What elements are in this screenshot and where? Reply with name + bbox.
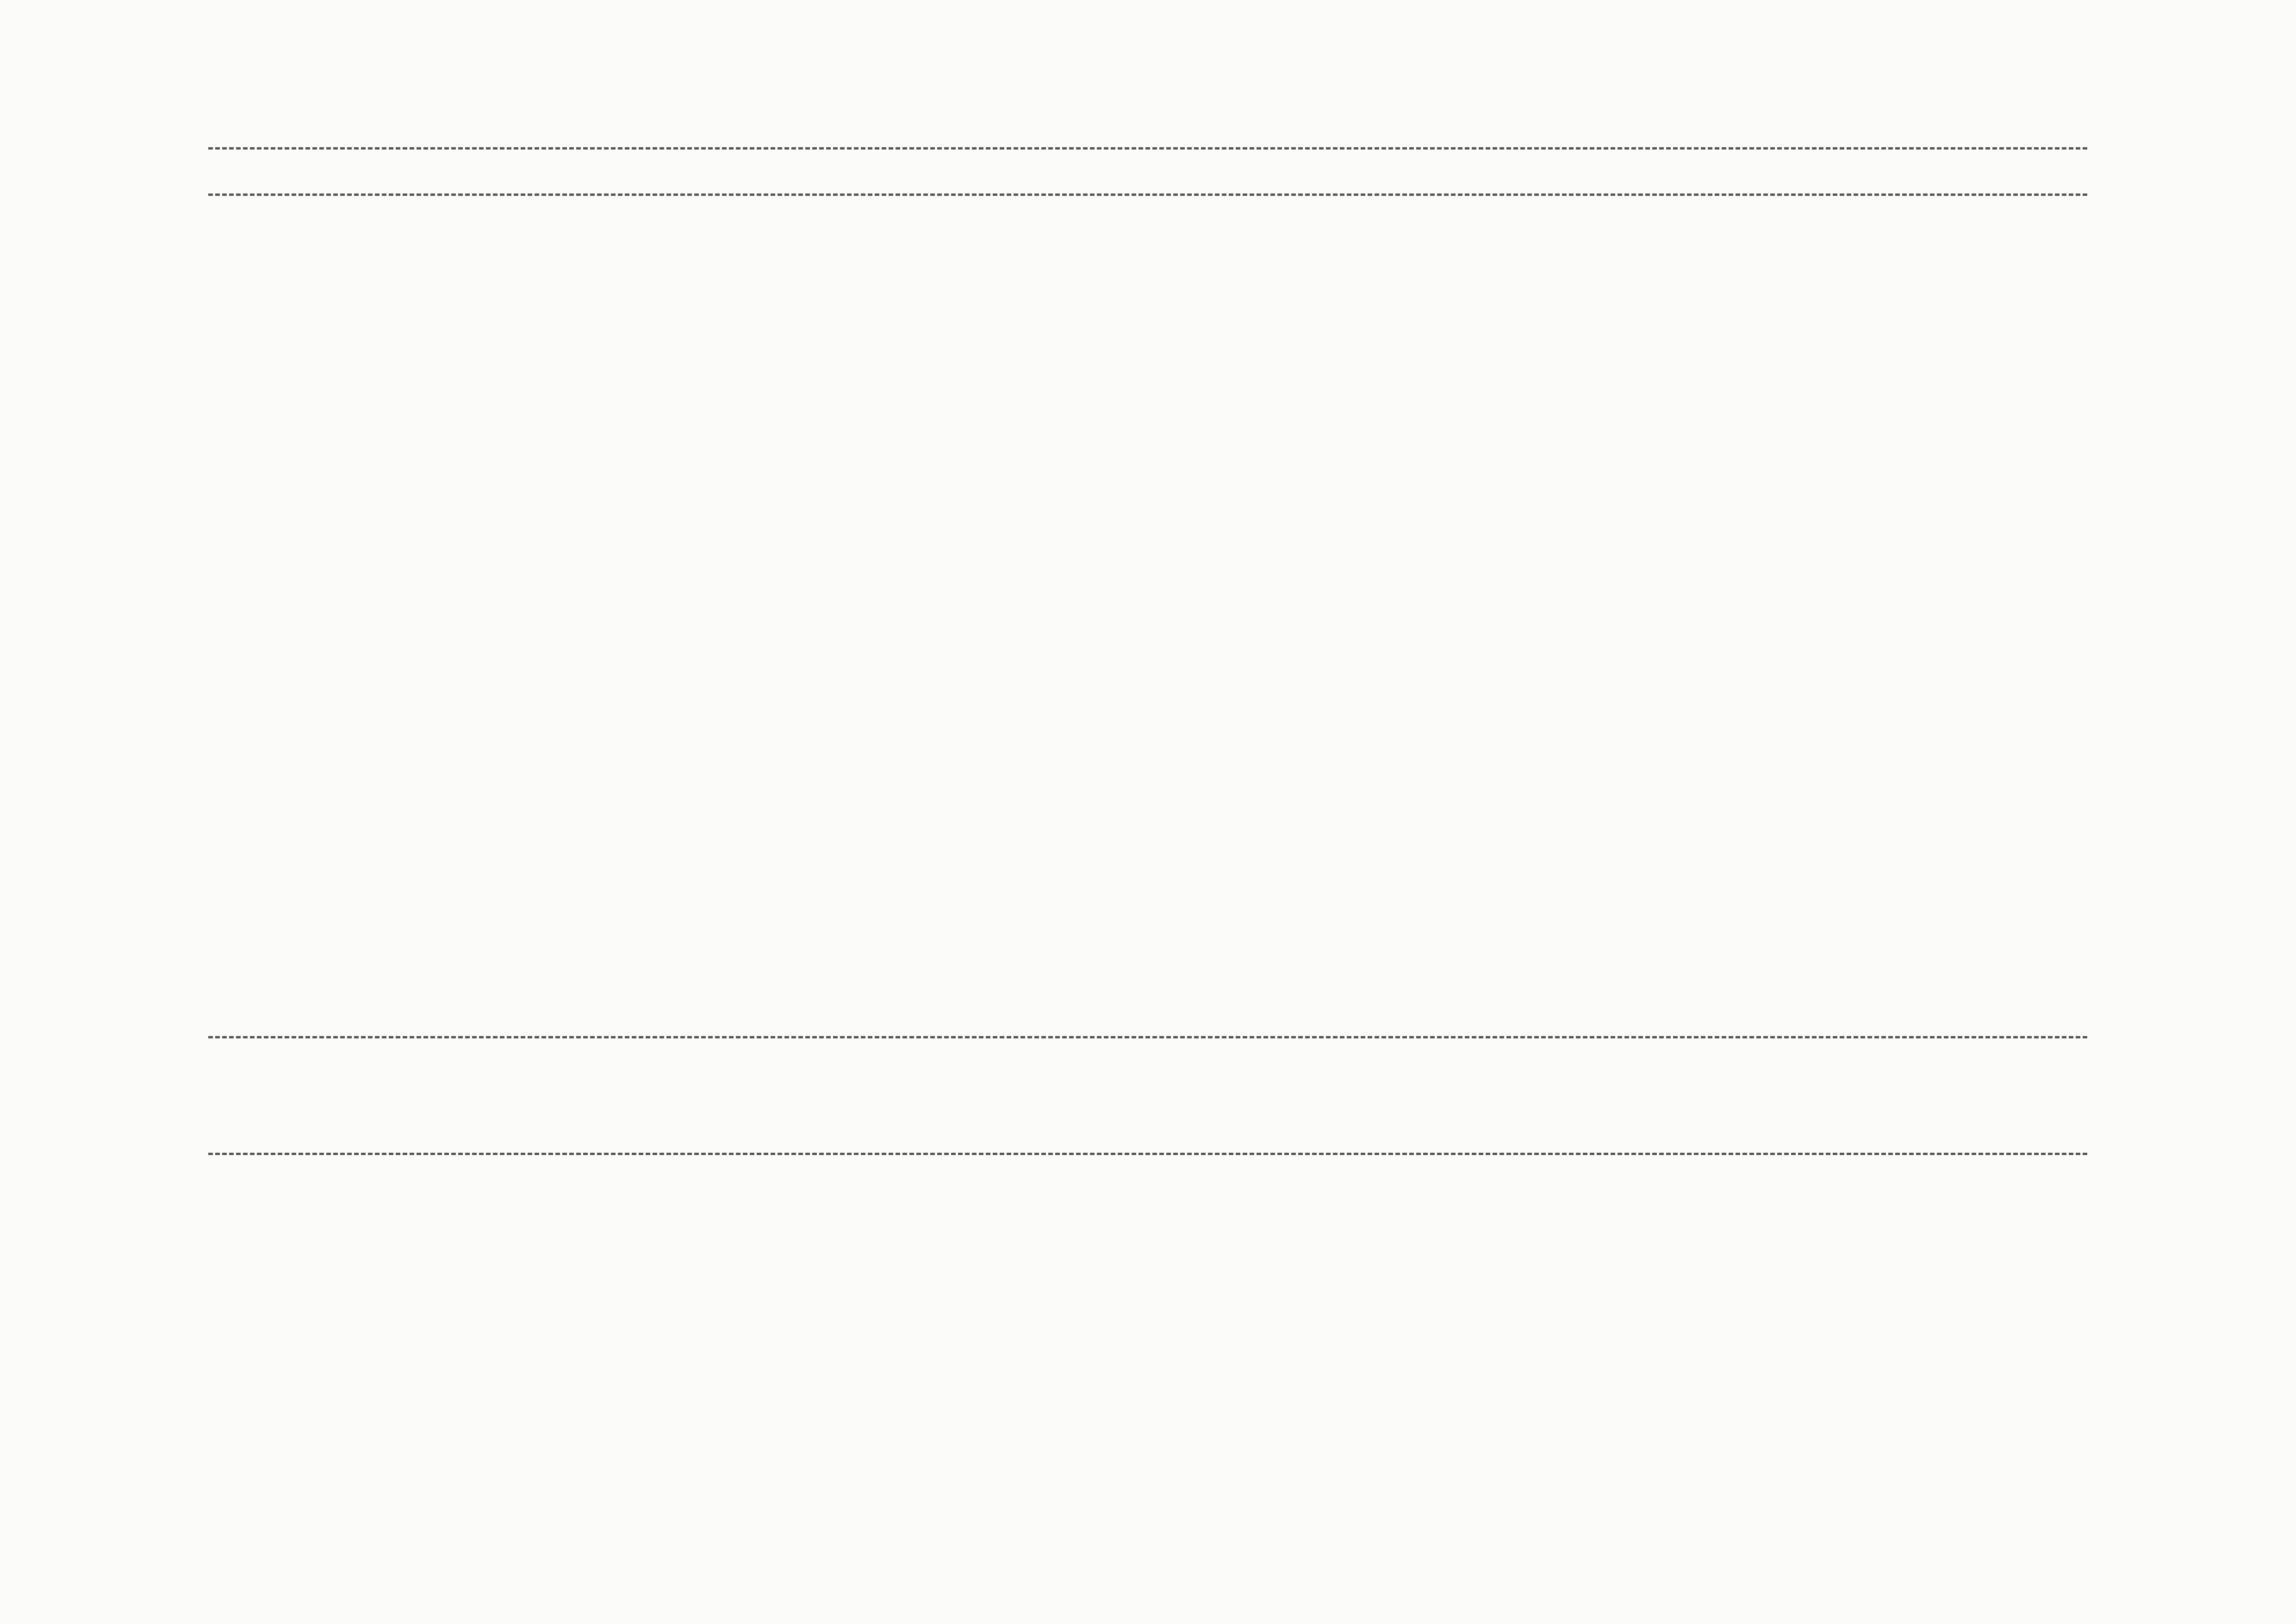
header-rule-bottom <box>208 194 2087 196</box>
header-rule-top <box>208 147 2087 150</box>
summary-rule <box>208 1153 2087 1155</box>
page-total-rule <box>208 1036 2087 1038</box>
